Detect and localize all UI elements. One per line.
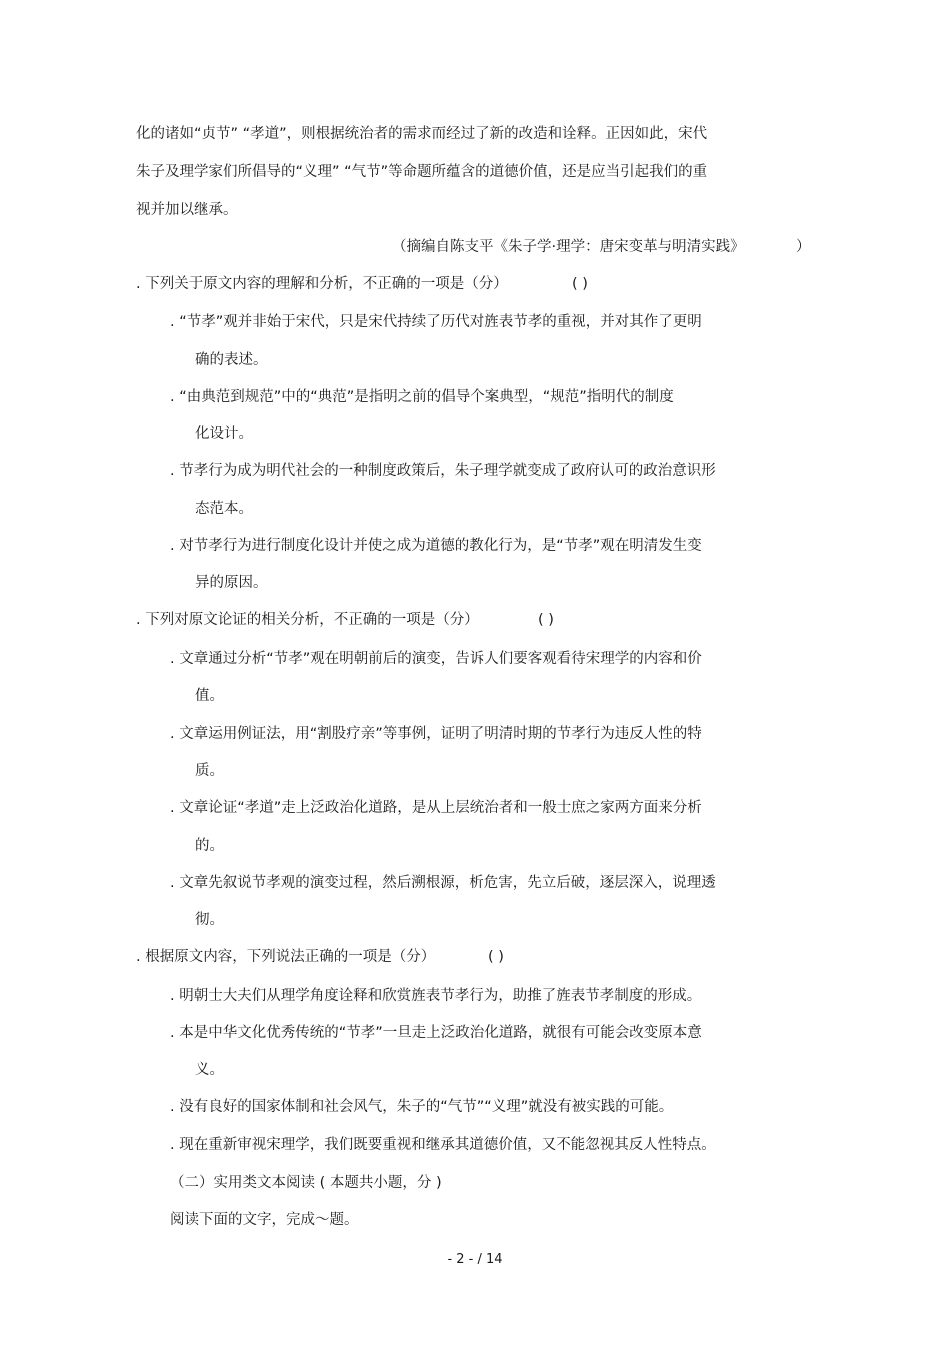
question-1-option-a-cont: 确的表述。 (195, 352, 268, 368)
question-1-option-d: . 对节孝行为进行制度化设计并使之成为道德的教化行为，是“节孝”观在明清发生变 (170, 538, 702, 554)
question-3-stem: . 根据原文内容，下列说法正确的一项是（分） (136, 949, 436, 965)
question-3-option-c: . 没有良好的国家体制和社会风气，朱子的“气节”“义理”就没有被实践的可能。 (170, 1099, 674, 1115)
passage-line-3: 视并加以继承。 (136, 202, 238, 218)
section-heading: （二）实用类文本阅读 ( 本题共小题，分 ) (170, 1175, 442, 1191)
passage-line-2: 朱子及理学家们所倡导的“义理” “气节”等命题所蕴含的道德价值，还是应当引起我们的重 (136, 164, 708, 180)
question-3-answer-paren: ( ) (488, 949, 504, 965)
passage-source: （摘编自陈支平《朱子学·理学：唐宋变革与明清实践》 (392, 239, 745, 255)
question-2-option-b: . 文章运用例证法，用“割股疗亲”等事例，证明了明清时期的节孝行为违反人性的特 (170, 726, 702, 742)
passage-source-close: ） (796, 239, 811, 255)
question-3-option-b-cont: 义。 (195, 1062, 224, 1078)
question-1-option-a: . “节孝”观并非始于宋代，只是宋代持续了历代对旌表节孝的重视，并对其作了更明 (170, 314, 702, 330)
page-number: - 2 - / 14 (447, 1252, 503, 1267)
question-1-option-b-cont: 化设计。 (195, 426, 253, 442)
section-instruction: 阅读下面的文字，完成～题。 (170, 1212, 359, 1228)
question-3-option-b: . 本是中华文化优秀传统的“节孝”一旦走上泛政治化道路，就很有可能会改变原本意 (170, 1025, 702, 1041)
question-2-option-d: . 文章先叙说节孝观的演变过程，然后溯根源，析危害，先立后破，逐层深入，说理透 (170, 875, 716, 891)
question-2-answer-paren: ( ) (538, 612, 554, 628)
question-3-option-a: . 明朝士大夫们从理学角度诠释和欣赏旌表节孝行为，助推了旌表节孝制度的形成。 (170, 988, 702, 1004)
question-2-option-b-cont: 质。 (195, 763, 224, 779)
question-2-stem: . 下列对原文论证的相关分析，不正确的一项是（分） (136, 612, 479, 628)
question-2-option-a: . 文章通过分析“节孝”观在明朝前后的演变，告诉人们要客观看待宋理学的内容和价 (170, 651, 702, 667)
passage-line-1: 化的诸如“贞节” “孝道”，则根据统治者的需求而经过了新的改造和诠释。正因如此，宋代 (136, 126, 708, 142)
question-1-option-c-cont: 态范本。 (195, 501, 253, 517)
question-2-option-c-cont: 的。 (195, 838, 224, 854)
question-1-stem: . 下列关于原文内容的理解和分析，不正确的一项是（分） (136, 276, 508, 292)
question-2-option-c: . 文章论证“孝道”走上泛政治化道路，是从上层统治者和一般士庶之家两方面来分析 (170, 800, 702, 816)
question-3-option-d: . 现在重新审视宋理学，我们既要重视和继承其道德价值，又不能忽视其反人性特点。 (170, 1137, 716, 1153)
question-1-answer-paren: ( ) (572, 276, 588, 292)
question-2-option-d-cont: 彻。 (195, 912, 224, 928)
question-1-option-b: . “由典范到规范”中的“典范”是指明之前的倡导个案典型，“规范”指明代的制度 (170, 389, 674, 405)
question-1-option-d-cont: 异的原因。 (195, 575, 268, 591)
question-2-option-a-cont: 值。 (195, 688, 224, 704)
question-1-option-c: . 节孝行为成为明代社会的一种制度政策后，朱子理学就变成了政府认可的政治意识形 (170, 463, 716, 479)
